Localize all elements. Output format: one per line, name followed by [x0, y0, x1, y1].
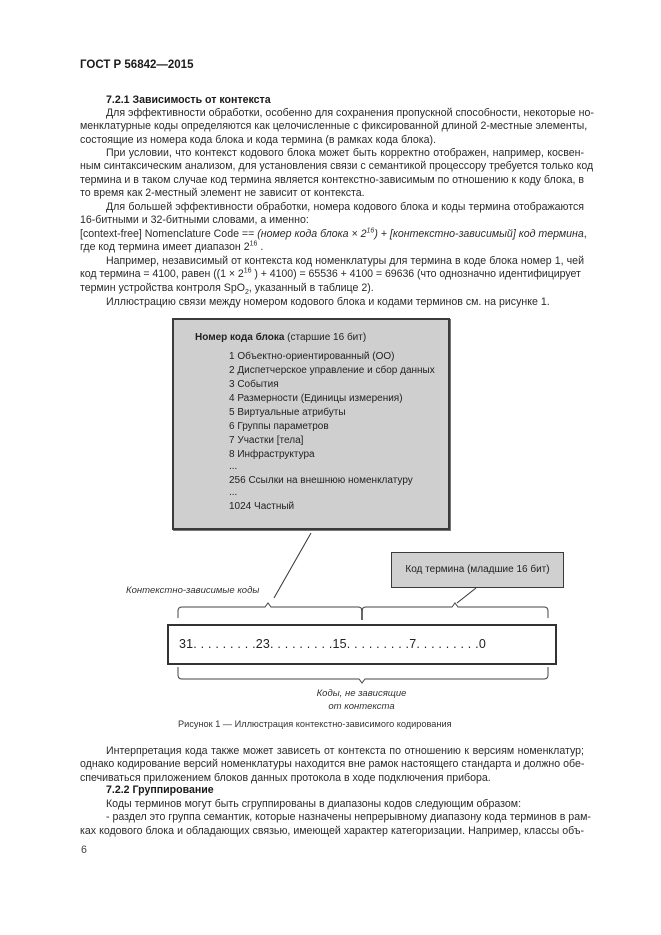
- exponent: 16: [243, 267, 252, 275]
- text-line: 16-битными и 32-битными словами, а именно:: [80, 214, 309, 227]
- text-fragment: ) + 4100) = 65536 + 4100 = 69636 (что однозначно идентифицирует: [251, 268, 581, 281]
- text-fragment: , указанный в таблице 2).: [248, 281, 374, 294]
- text-line: однако кодирование версий номенклатуры находится вне рамок настоящего стандарта и должно обе-: [80, 758, 585, 771]
- figure-caption: Рисунок 1 — Иллюстрация контекстно-зависимого кодирования: [178, 719, 452, 729]
- connector-line-block: [274, 533, 311, 598]
- text-line: Для эффективности обработки, особенно для сохранения пропускной способности, некоторые но-: [106, 107, 594, 119]
- block-code-item: 4 Размерности (Единицы измерения): [229, 393, 403, 404]
- text-line: Для большей эффективности обработки, номера кодового блока и коды термина отображаются: [106, 201, 584, 213]
- upper-brace-right: [362, 603, 548, 618]
- formula-suffix: ,: [583, 228, 587, 240]
- block-code-item: 2 Диспетчерское управление и сбор данных: [229, 365, 435, 376]
- text-line: спечиваться приложением блоков данных протокола в ходе подключения прибора.: [80, 771, 491, 784]
- context-dependent-label: Контекстно-зависимые коды: [126, 585, 260, 596]
- block-code-item: 8 Инфраструктура: [229, 449, 315, 460]
- block-code-ellipsis: ...: [229, 487, 238, 498]
- block-code-ellipsis: ...: [229, 461, 238, 472]
- text-line: ным синтаксическим анализом, для установления связи с семантикой процессору требуется только код: [80, 160, 594, 173]
- document-id-header: ГОСТ Р 56842—2015: [80, 59, 194, 71]
- block-code-item: 256 Ссылки на внешнюю номенклатуру: [229, 475, 413, 486]
- paragraph-versions: [80, 745, 584, 785]
- section-heading-7-2-2: 7.2.2 Группирование: [106, 784, 214, 796]
- text-line: - раздел это группа семантик, которые назначены непрерывному диапазону кода терминов в рам-: [106, 811, 591, 824]
- lower-brace: [178, 667, 548, 683]
- bit-positions: 31. . . . . . . . .23. . . . . . . . .15. . . . . . . . .7. . . . . . . . .0: [179, 637, 486, 651]
- block-code-item: 1024 Частный: [229, 501, 295, 512]
- range-exponent: 16: [249, 240, 258, 248]
- text-line: термина и в таком случае код термина является контекстно-зависимым по отношению к коду блока, в: [80, 173, 584, 186]
- subscript: 2: [245, 288, 249, 296]
- text-line: ках кодового блока и обладающих связью, имеющей характер категоризации. Например, классы объ-: [80, 824, 584, 837]
- term-code-label: Код термина (младшие 16 бит): [405, 564, 550, 575]
- range-text: где код термина имеет диапазон 2: [80, 241, 250, 254]
- formula-exponent: 16: [366, 227, 375, 235]
- text-line: Например, независимый от контекста код номенклатуры для термина в коде блока номер 1, чей: [106, 255, 584, 267]
- text-line: Иллюстрацию связи между номером кодового блока и кодами терминов см. на рисунке 1.: [106, 296, 550, 308]
- block-code-item: 5 Виртуальные атрибуты: [229, 407, 346, 418]
- text-line: состоящие из номера кода блока и кода термина (в рамках кода блока).: [80, 133, 437, 146]
- text-line: При условии, что контекст кодового блока может быть корректно отображен, например, косвен-: [106, 147, 584, 159]
- upper-brace-left: [178, 603, 362, 618]
- block-code-item: 1 Объектно-ориентированный (ОО): [229, 351, 395, 362]
- formula-italic-b: ) + [контекстно-зависимый] код термина: [374, 228, 584, 240]
- context-free-label-line1: Коды, не зависящие: [316, 688, 407, 699]
- text-fragment: термин устройства контроля SpO: [80, 281, 245, 294]
- paragraph-grouping: [80, 798, 591, 838]
- page-number: 6: [81, 844, 87, 856]
- block-code-item: 6 Группы параметров: [229, 421, 329, 432]
- block-code-title-bold: Номер кода блока: [195, 332, 285, 343]
- text-line: Интерпретация кода также может зависеть от контекста по отношению к версиям номенклатур;: [106, 745, 584, 757]
- section-heading-7-2-1: 7.2.1 Зависимость от контекста: [106, 94, 271, 106]
- context-free-label-line2: от контекста: [328, 701, 395, 712]
- bit-register: [167, 624, 557, 665]
- text-line: менклатурные коды определяются как целочисленные с фиксированной длиной 2-местные элементы,: [80, 120, 588, 133]
- connector-line-term: [457, 588, 476, 603]
- block-code-item: 7 Участки [тела]: [229, 435, 304, 446]
- formula-prefix: [context-free] Nomenclature Code ==: [80, 228, 258, 240]
- range-suffix: .: [257, 241, 264, 254]
- block-code-title-rest: (старшие 16 бит): [284, 332, 367, 343]
- text-line: то время как 2-местный элемент не зависит от контекста.: [80, 187, 365, 200]
- block-code-item: 3 События: [229, 379, 279, 390]
- formula-italic-a: (номер кода блока × 2: [257, 228, 367, 240]
- text-fragment: код термина = 4100, равен ((1 × 2: [80, 268, 244, 281]
- text-line: Коды терминов могут быть сгруппированы в диапазоны кодов следующим образом:: [106, 798, 522, 810]
